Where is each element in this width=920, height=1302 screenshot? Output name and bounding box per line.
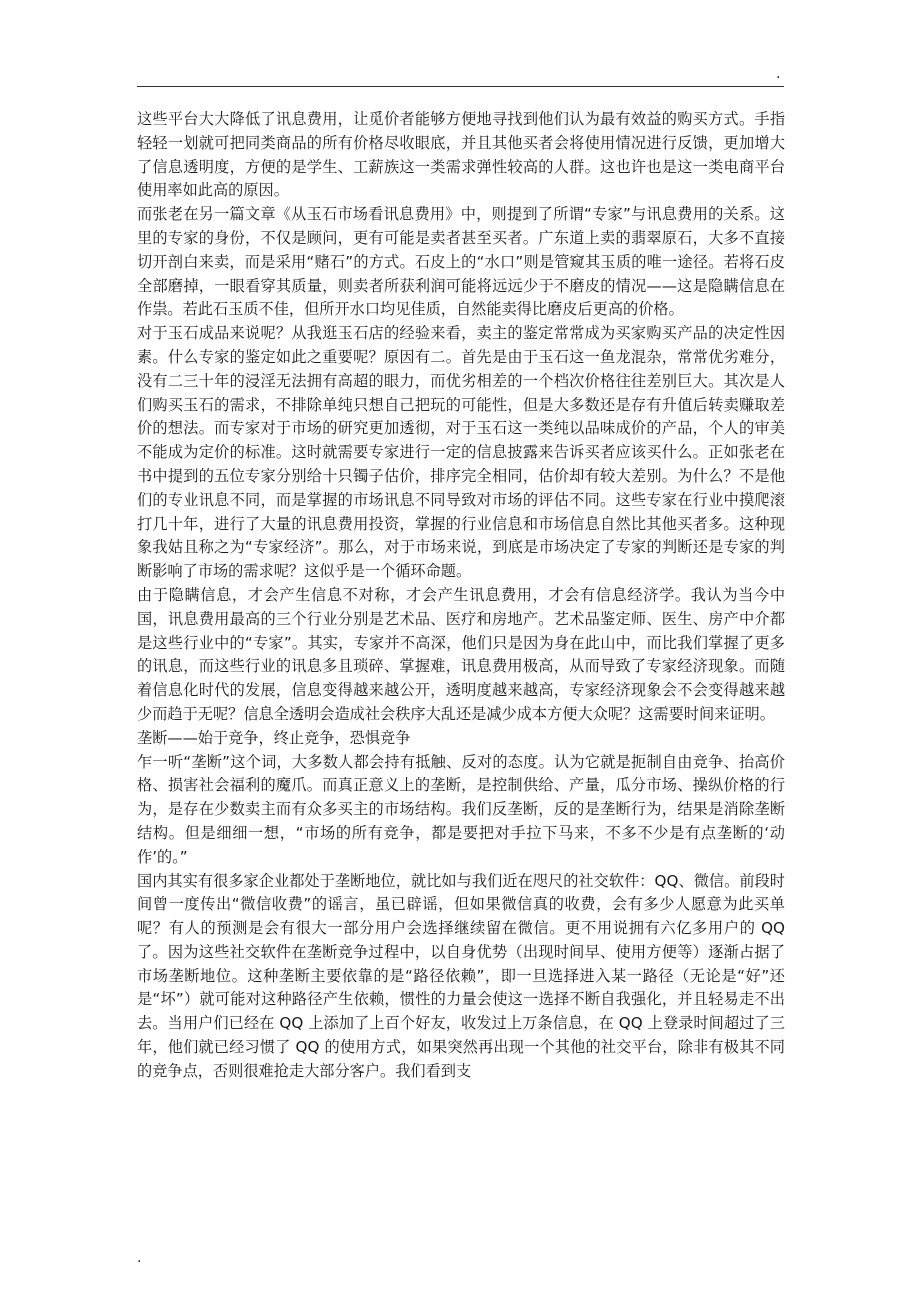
paragraph-info-platforms: 这些平台大大降低了讯息费用，让觅价者能够方便地寻找到他们认为最有效益的购买方式。手指轻轻一划就可把同类商品的所有价格尽收眼底，并且其他买者会将使用情况进行反馈，更加增大了信息透明度，方便的是学生、工薪族这一类需求弹性较高的人群。这也许也是这一类电商平台使用率如此高的原因。 [137,110,785,200]
section-heading-monopoly: 垄断——始于竞争，终止竞争，恐惧竞争 [137,728,411,747]
document-body [137,108,785,1084]
footer-corner-mark: . [137,1250,142,1266]
header-divider [137,86,784,87]
paragraph-monopoly-definition: 乍一听“垄断”这个词，大多数人都会持有抵触、反对的态度。认为它就是扼制自由竞争、抬高价格、损害社会福利的魔爪。而真正意义上的垄断，是控制供给、产量，瓜分市场、操纵价格的行为，是存在少数卖主而有众多买主的市场结构。我们反垄断，反的是垄断行为，结果是消除垄断结构。但是细细一想，“市场的所有竞争，都是要把对手拉下马来，不多不少是有点垄断的‘动作’的。” [137,752,785,866]
paragraph-information-asymmetry: 由于隐瞒信息，才会产生信息不对称，才会产生讯息费用，才会有信息经济学。我认为当今中国，讯息费用最高的三个行业分别是艺术品、医疗和房地产。艺术品鉴定师、医生、房产中介都是这些行业中的“专家”。其实，专家并不高深，他们只是因为身在此山中，而比我们掌握了更多的讯息，而这些行业的讯息多且琐碎、掌握难，讯息费用极高，从而导致了专家经济现象。而随着信息化时代的发展，信息变得越来越公开，透明度越来越高，专家经济现象会不会变得越来越少而趋于无呢？信息全透明会造成社会秩序大乱还是减少成本方便大众呢？这需要时间来证明。 [137,585,785,723]
paragraph-expert-economy: 对于玉石成品来说呢？从我逛玉石店的经验来看，卖主的鉴定常常成为买家购买产品的决定性因素。什么专家的鉴定如此之重要呢？原因有二。首先是由于玉石这一鱼龙混杂，常常优劣难分，没有二三十年的浸淫无法拥有高超的眼力，而优劣相差的一个档次价格往往差别巨大。其次是人们购买玉石的需求，不排除单纯只想自己把玩的可能性，但是大多数还是存有升值后转卖赚取差价的想法。而专家对于市场的研究更加透彻，对于玉石这一类纯以品味成价的产品，个人的审美不能成为定价的标准。这时就需要专家进行一定的信息披露来告诉买者应该买什么。正如张老在书中提到的五位专家分别给十只镯子估价，排序完全相同，估价却有较大差别。为什么？不是他们的专业讯息不同，而是掌握的市场讯息不同导致对市场的评估不同。这些专家在行业中摸爬滚打几十年，进行了大量的讯息费用投资，掌握的行业信息和市场信息自然比其他买者多。这种现象我姑且称之为“专家经济”。那么，对于市场来说，到底是市场决定了专家的判断还是专家的判断影响了市场的需求呢？这似乎是一个循环命题。 [137,324,785,581]
header-corner-mark: . [776,66,781,82]
paragraph-qq-wechat: 国内其实有很多家企业都处于垄断地位，就比如与我们近在咫尺的社交软件：QQ、微信。前段时间曾一度传出“微信收费”的谣言，虽已辟谣，但如果微信真的收费，会有多少人愿意为此买单呢？有人的预测是会有很大一部分用户会选择继续留在微信。更不用说拥有六亿多用户的 QQ 了。因为这些社交软件在垄断竞争过程中，以自身优势（出现时间早、使用方便等）逐渐占据了市场垄断地位。这种垄断主要依靠的是“路径依赖”，即一旦选择进入某一路径（无论是“好”还是“坏”）就可能对这种路径产生依赖，惯性的力量会使这一选择不断自我强化，并且轻易走不出去。当用户们已经在 QQ 上添加了上百个好友，收发过上万条信息，在 QQ 上登录时间超过了三年，他们就已经习惯了 QQ 的使用方式，如果突然再出现一个其他的社交平台，除非有极其不同的竞争点，否则很难抢走大部分客户。我们看到支 [137,871,785,1080]
paragraph-jade-experts: 而张老在另一篇文章《从玉石市场看讯息费用》中，则提到了所谓“专家”与讯息费用的关系。这里的专家的身份，不仅是顾问，更有可能是卖者甚至买者。广东道上卖的翡翠原石，大多不直接切开剖白来卖，而是采用“赌石”的方式。石皮上的“水口”则是管窥其玉质的唯一途径。若将石皮全部磨掉，一眼看穿其质量，则卖者所获利润可能将远远少于不磨皮的情况——这是隐瞒信息在作祟。若此石玉质不佳，但所开水口均见佳质，自然能卖得比磨皮后更高的价格。 [137,205,785,319]
